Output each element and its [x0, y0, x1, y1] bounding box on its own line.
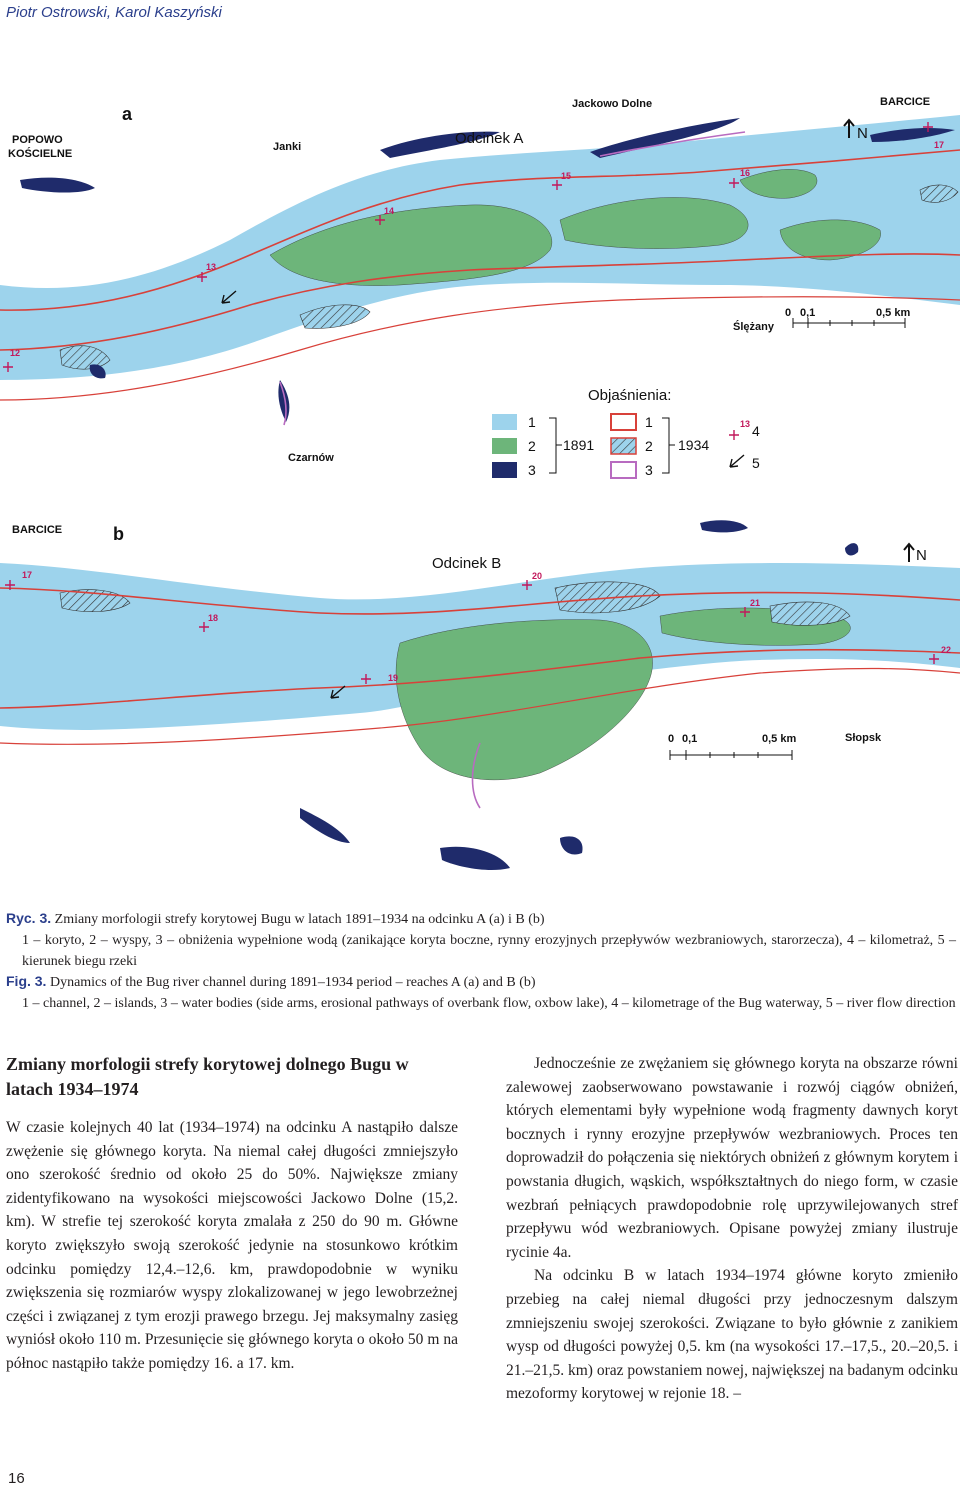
north-arrow-b	[904, 544, 914, 562]
caption-pl-text: Zmiany morfologii strefy korytowej Bugu w latach 1891–1934 na odcinku A (a) i B (b)	[51, 912, 545, 927]
legend-mnum-2: 2	[645, 438, 653, 454]
legend-swatch-outline-1934	[611, 414, 636, 430]
place-janki: Janki	[273, 141, 302, 153]
km-label-b-22: 22	[941, 645, 952, 655]
km-label-a-17: 17	[934, 140, 945, 150]
legend-mnum-1: 1	[645, 414, 653, 430]
map-a-svg	[0, 80, 960, 500]
water-b-1	[700, 520, 748, 532]
caption-pl-label: Ryc. 3.	[6, 910, 52, 926]
scale-b-01: 0,1	[682, 733, 698, 745]
place-barcice-a: BARCICE	[880, 96, 931, 108]
place-popowo: POPOWO	[12, 134, 63, 146]
km-label-a-16: 16	[740, 168, 751, 178]
map-reach-a	[0, 80, 960, 500]
map-a-title: Odcinek A	[455, 130, 524, 147]
scale-b-0: 0	[668, 733, 675, 745]
map-reach-b	[0, 508, 960, 898]
place-koscielne: KOŚCIELNE	[8, 148, 73, 160]
km-label-b-20: 20	[532, 571, 543, 581]
map-b-title: Odcinek B	[432, 555, 502, 572]
map-a-letter: a	[122, 104, 133, 124]
place-slezany: Ślężany	[733, 321, 774, 333]
scale-bar-a	[793, 318, 905, 328]
body-column-left	[6, 1052, 458, 1376]
paragraph-left-1: W czasie kolejnych 40 lat (1934–1974) na odcinku A nastąpiło dalsze zwężenie się głównego koryta. Na niemal całej długości zmniejszyło ono szerokość średnio od około 25 do 50%. Największe zmiany zidentyfikowano na wysokości miejscowości Jackowo Dolne (15,2. km). W strefie tej szerokość koryta zmalała z 250 do 90 m. Główne koryto zwiększyło swoją szerokość jedynie na stosunkowo krótkim odcinku pomiędzy 12,4.–12,6. km, prawdopodobnie w wyniku zwiększenia się rozmiarów wyspy zlokalizowanej w jego lewobrzeżnej części i związanej z tym erozji prawego brzegu. Jej maksymalny zasięg wyniósł około 110 m. Przesunięcie się głównego koryta o około 50 m na północ nastąpiło także pomiędzy 16. a 17. km.	[6, 1119, 458, 1372]
legend-swatch-water-1934	[611, 462, 636, 478]
scale-a-0: 0	[785, 307, 792, 319]
legend-swatch-channel	[492, 414, 517, 430]
north-label-a: N	[857, 125, 868, 142]
place-czarnow: Czarnów	[288, 452, 334, 464]
page-number: 16	[8, 1470, 25, 1487]
water-b-4	[440, 847, 510, 870]
legend-km-sample: 13	[740, 419, 751, 429]
water-a-6	[278, 380, 289, 422]
legend-flow-arrow	[730, 455, 744, 467]
legend	[492, 387, 760, 478]
km-label-a-13: 13	[206, 262, 217, 272]
running-header-authors: Piotr Ostrowski, Karol Kaszyński	[6, 4, 222, 21]
caption-en-legend: 1 – channel, 2 – islands, 3 – water bodies (side arms, erosional pathways of overbank flow, oxbow lake), 4 – kilometrage of the Bug waterway, 5 – river flow direction	[22, 996, 956, 1011]
km-label-a-12: 12	[10, 348, 21, 358]
km-label-b-18: 18	[208, 613, 219, 623]
scale-b-05km: 0,5 km	[762, 733, 797, 745]
section-title: Zmiany morfologii strefy korytowej dolnego Bugu w latach 1934–1974	[6, 1054, 409, 1099]
legend-year-1934: 1934	[678, 437, 710, 453]
legend-num-2: 2	[528, 438, 536, 454]
legend-brace-1891	[549, 418, 562, 473]
place-barcice-b: BARCICE	[12, 524, 63, 536]
km-label-b-19: 19	[388, 673, 399, 683]
km-label-b-17: 17	[22, 570, 33, 580]
water-b-3	[300, 808, 350, 843]
scale-bar-b	[670, 750, 792, 760]
map-b-svg	[0, 508, 960, 898]
north-label-b: N	[916, 547, 927, 564]
figure-caption-en	[6, 971, 956, 1014]
scale-a-01: 0,1	[800, 307, 816, 319]
km-label-b-21: 21	[750, 598, 761, 608]
legend-swatch-island-1934	[611, 438, 636, 454]
place-slopsk: Słopsk	[845, 732, 882, 744]
paragraph-right-1: Jednocześnie ze zwężaniem się głównego koryta na obszarze równi zalewowej zaobserwowano powstawanie i rozwój ciągów obniżeń, których elementami były wypełnione wodą fragmenty dawnych koryt bocznych i rynny erozyjne przepływów wezbraniowych. Proces ten doprowadził do połączenia się niektórych obniżeń z głównym korytem i powstania długich, wąskich, współkształtnych do niego form, w czasie wezbrań pełniących prawdopodobnie rolę uprzywilejowanych stref przepływu wód wezbraniowych. Opisane powyżej zmiany ilustruje rycinie 4a.	[506, 1055, 958, 1261]
island-b-1	[396, 620, 652, 780]
caption-pl-legend: 1 – koryto, 2 – wyspy, 3 – obniżenia wypełnione wodą (zanikające koryta boczne, rynny erozyjnych przepływów wezbraniowych, starorzecza), 4 – kilometraż, 5 – kierunek biegu rzeki	[22, 933, 956, 969]
legend-brace-1934	[662, 418, 675, 473]
water-a-1	[20, 178, 95, 193]
figure-caption-pl	[6, 908, 956, 972]
caption-en-text: Dynamics of the Bug river channel during 1891–1934 period – reaches A (a) and B (b)	[46, 975, 536, 990]
scale-a-05km: 0,5 km	[876, 307, 911, 319]
legend-swatch-island	[492, 438, 517, 454]
legend-num-5: 5	[752, 455, 760, 471]
legend-km-marker	[729, 430, 739, 440]
legend-num-1: 1	[528, 414, 536, 430]
place-jackowo-dolne: Jackowo Dolne	[572, 98, 653, 110]
legend-num-4: 4	[752, 423, 760, 439]
legend-swatch-water	[492, 462, 517, 478]
paragraph-right-2: Na odcinku B w latach 1934–1974 główne koryto zmieniło przebieg na całej niemal długości przy jednoczesnym dalszym zmniejszeniu swojej szerokości. Związane to było głównie z zanikiem wysp od długości powyżej 0,5. km (na wysokości 17.–17,5., 20.–20,5. i 21.–21,5. km) oraz powstaniem nowej, największej na badanym odcinku mezoformy korytowej w rejonie 18. –	[506, 1267, 958, 1403]
legend-num-3: 3	[528, 462, 536, 478]
legend-mnum-3: 3	[645, 462, 653, 478]
body-column-right	[506, 1052, 958, 1406]
water-b-2	[845, 543, 858, 555]
legend-year-1891: 1891	[563, 437, 595, 453]
km-label-a-14: 14	[384, 206, 395, 216]
map-b-letter: b	[113, 524, 124, 544]
legend-title: Objaśnienia:	[588, 387, 672, 404]
caption-en-label: Fig. 3.	[6, 973, 47, 989]
km-label-a-15: 15	[561, 171, 572, 181]
water-b-5	[560, 836, 583, 854]
